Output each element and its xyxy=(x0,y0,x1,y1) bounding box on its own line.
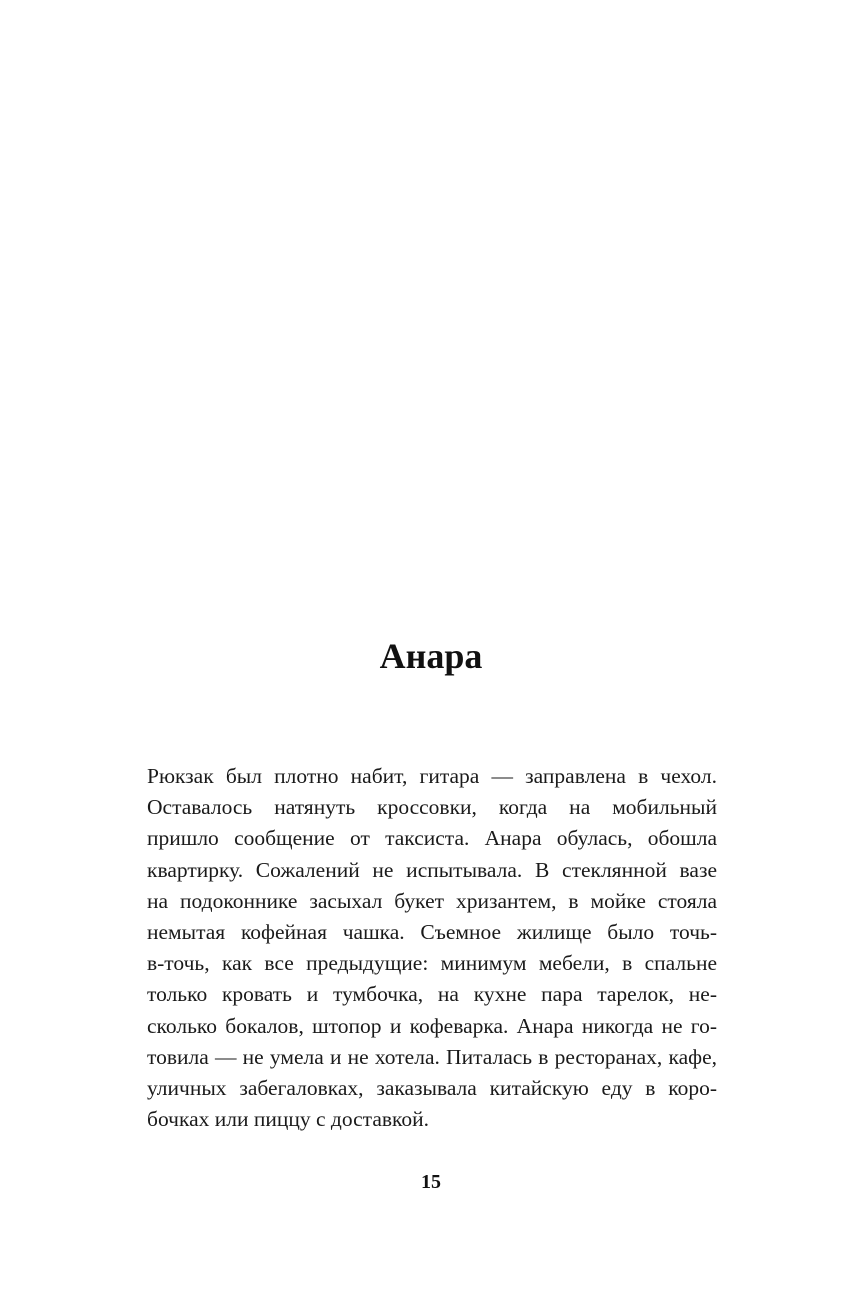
text-line: уличных забегаловках, заказывала китайскую еду в коро- xyxy=(147,1076,717,1101)
text-line: сколько бокалов, штопор и кофеварка. Анара никогда не го- xyxy=(147,1013,717,1038)
text-line: Оставалось натянуть кроссовки, когда на мобильный xyxy=(147,795,717,820)
text-line: немытая кофейная чашка. Съемное жилище было точь- xyxy=(147,920,717,945)
chapter-title: Анара xyxy=(379,636,483,676)
text-line: пришло сообщение от таксиста. Анара обулась, обошла xyxy=(147,826,717,851)
text-line: товила — не умела и не хотела. Питалась в ресторанах, кафе, xyxy=(147,1044,717,1069)
page-number: 15 xyxy=(421,1171,441,1193)
text-line: только кровать и тумбочка, на кухне пара тарелок, не- xyxy=(147,982,717,1007)
body-paragraph xyxy=(147,761,717,1135)
text-line: бочках или пиццу с доставкой. xyxy=(147,1107,430,1132)
text-line: в-точь, как все предыдущие: минимум мебели, в спальне xyxy=(147,951,717,976)
text-line: квартирку. Сожалений не испытывала. В стеклянной вазе xyxy=(147,857,717,882)
text-line: Рюкзак был плотно набит, гитара — заправлена в чехол. xyxy=(147,764,717,788)
text-line: на подоконнике засыхал букет хризантем, в мойке стояла xyxy=(147,888,717,913)
